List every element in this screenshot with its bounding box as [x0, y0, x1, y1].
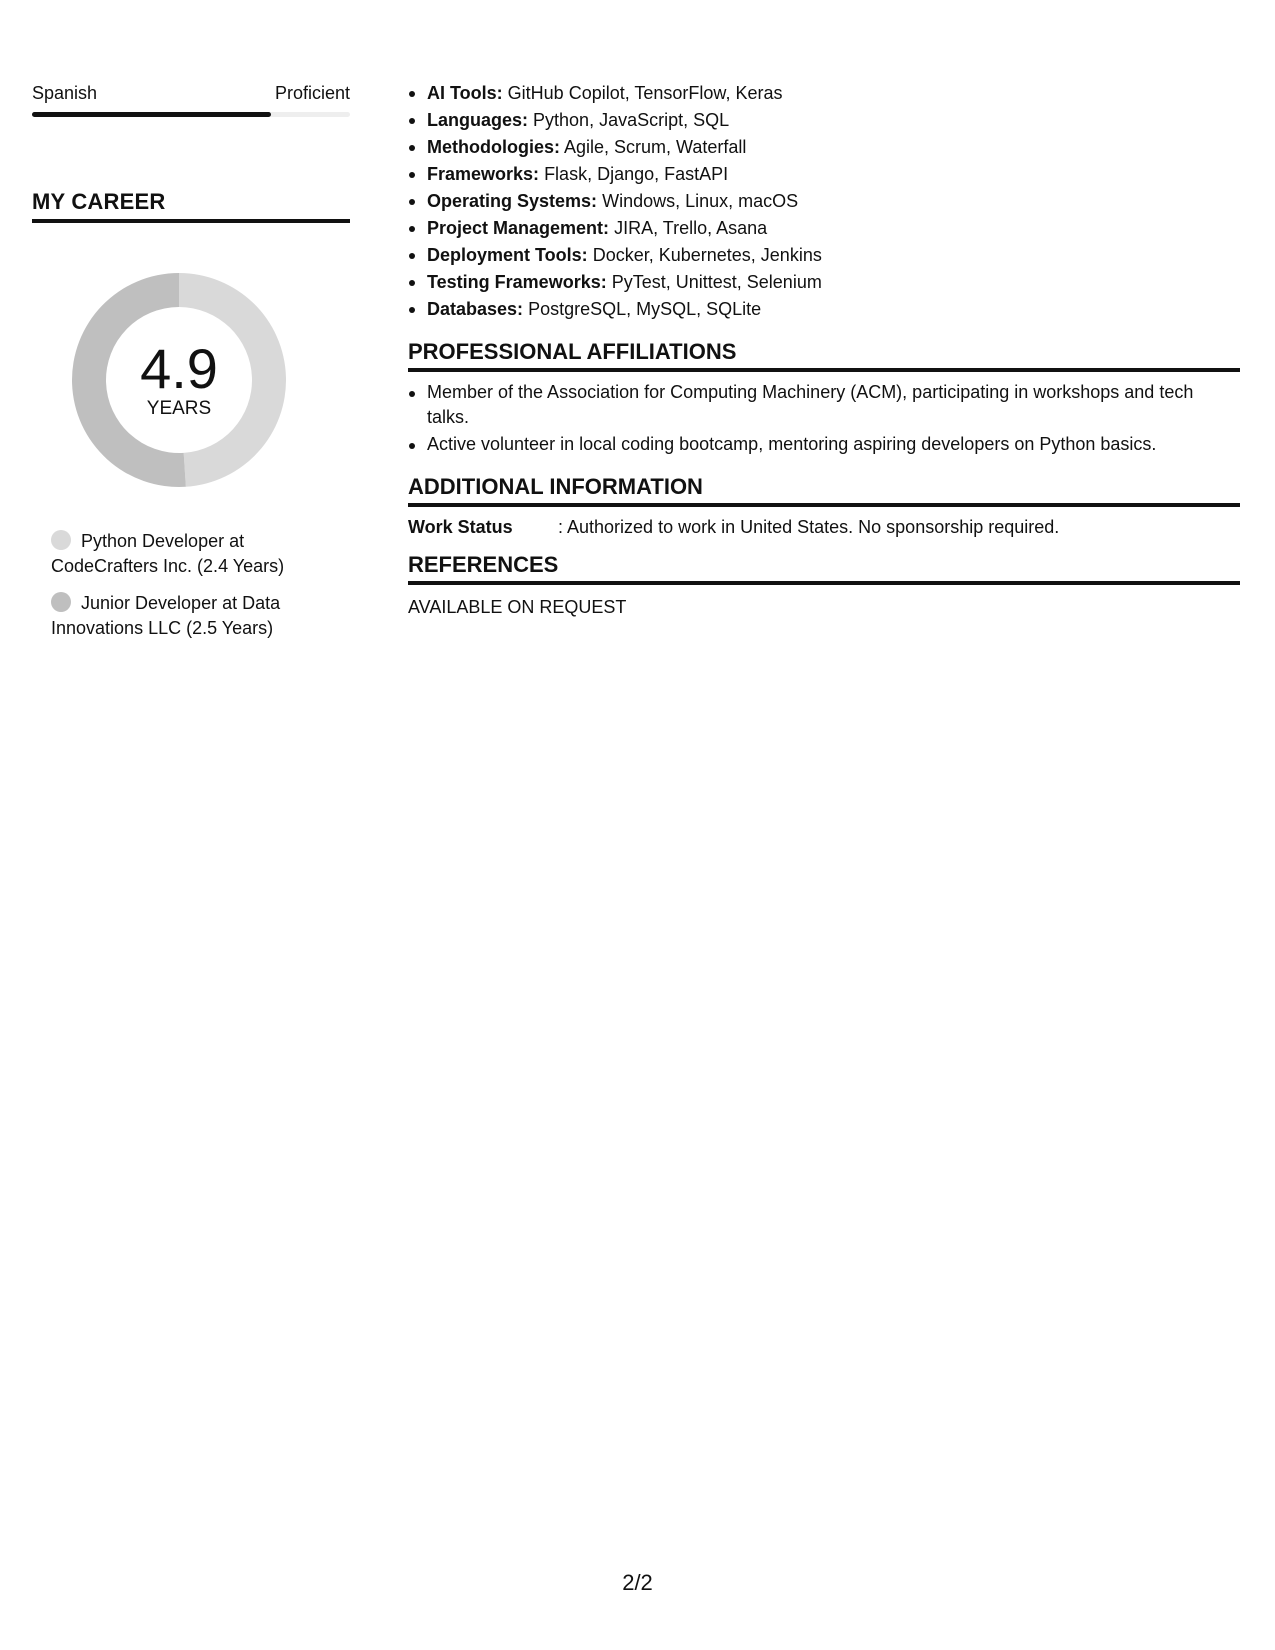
language-row — [32, 80, 350, 106]
donut-center — [66, 267, 292, 493]
page-number: 2/2 — [622, 1570, 653, 1595]
skill-value: Flask, Django, FastAPI — [544, 164, 729, 184]
career-donut-chart — [66, 267, 292, 493]
skill-name: Frameworks: — [427, 164, 540, 184]
skills-list — [408, 80, 1240, 323]
legend-dot-icon — [51, 592, 71, 612]
skill-value: PyTest, Unittest, Selenium — [611, 272, 822, 292]
legend-dot-icon — [51, 530, 71, 550]
skill-name: Operating Systems: — [427, 191, 598, 211]
skill-name: Project Management: — [427, 218, 610, 238]
skill-name: Languages: — [427, 110, 529, 130]
work-status-label: Work Status — [408, 517, 513, 537]
skill-value: PostgreSQL, MySQL, SQLite — [528, 299, 762, 319]
legend-item — [51, 591, 350, 641]
skill-name: Methodologies: — [427, 137, 560, 157]
skill-item — [408, 296, 1240, 323]
left-column — [32, 80, 350, 653]
legend-label: Junior Developer at Data Innovations LLC (2.5 Years) — [51, 593, 281, 638]
skill-item — [408, 80, 1240, 107]
right-column — [408, 80, 1240, 620]
additional-section-title: ADDITIONAL INFORMATION — [408, 474, 1240, 507]
affiliation-item: Active volunteer in local coding bootcamp, mentoring aspiring developers on Python basics. — [408, 432, 1240, 457]
career-section-title: MY CAREER — [32, 189, 350, 223]
skill-value: GitHub Copilot, TensorFlow, Keras — [507, 83, 783, 103]
career-total-value: 4.9 — [140, 337, 218, 400]
skill-item — [408, 242, 1240, 269]
skill-name: AI Tools: — [427, 83, 503, 103]
language-proficiency-fill — [32, 112, 271, 117]
references-section-title: REFERENCES — [408, 552, 1240, 585]
affiliations-section-title: PROFESSIONAL AFFILIATIONS — [408, 339, 1240, 372]
affiliation-item: Member of the Association for Computing Machinery (ACM), participating in workshops and tech talks. — [408, 380, 1240, 430]
career-legend — [32, 529, 350, 641]
skill-name: Databases: — [427, 299, 524, 319]
skill-value: Docker, Kubernetes, Jenkins — [592, 245, 822, 265]
skill-value: Windows, Linux, macOS — [602, 191, 799, 211]
work-status-value: : Authorized to work in United States. No sponsorship required. — [558, 517, 1060, 537]
skill-item — [408, 188, 1240, 215]
skill-item — [408, 134, 1240, 161]
affiliations-list — [408, 380, 1240, 457]
skill-item — [408, 161, 1240, 188]
language-level: Proficient — [274, 83, 350, 103]
legend-label: Python Developer at CodeCrafters Inc. (2.4 Years) — [51, 531, 285, 576]
career-total-unit: YEARS — [146, 398, 212, 419]
skill-item — [408, 269, 1240, 296]
skill-value: Python, JavaScript, SQL — [533, 110, 730, 130]
language-proficiency-bar — [32, 112, 350, 117]
skill-name: Deployment Tools: — [427, 245, 588, 265]
legend-item — [51, 529, 350, 579]
skill-item — [408, 107, 1240, 134]
skill-value: JIRA, Trello, Asana — [614, 218, 768, 238]
skill-name: Testing Frameworks: — [427, 272, 607, 292]
references-text: AVAILABLE ON REQUEST — [408, 597, 627, 617]
language-name: Spanish — [32, 83, 98, 103]
work-status-row — [408, 514, 1240, 540]
skill-item — [408, 215, 1240, 242]
skill-value: Agile, Scrum, Waterfall — [564, 137, 747, 157]
